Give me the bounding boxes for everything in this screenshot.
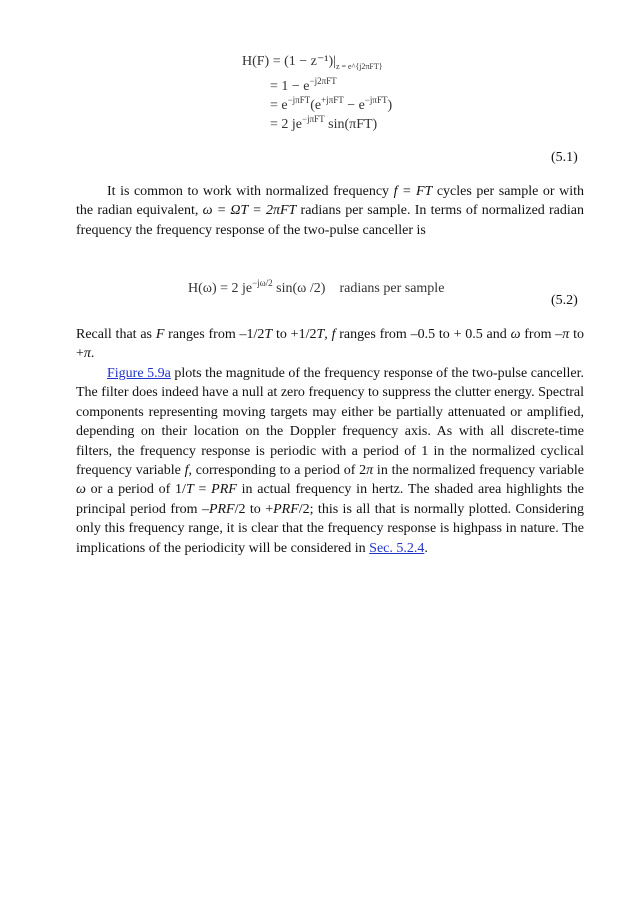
p2-pi2: π xyxy=(83,346,91,362)
eq-line-3-close: ) xyxy=(387,98,393,113)
equation-5-1-line-1 xyxy=(242,52,392,71)
figure-5-9a-link[interactable]: Figure 5.9a xyxy=(107,366,171,381)
p2-text-e: ranges from –0.5 to + 0.5 and xyxy=(335,327,511,342)
p2-pi1: π xyxy=(562,327,570,342)
equation-5-1-line-3 xyxy=(242,90,393,113)
p3-pi: π xyxy=(366,463,374,479)
p3-T: T xyxy=(185,482,194,498)
p3-text-b: , corresponding to a period of 2 xyxy=(188,463,367,479)
eq-line-4-exponent: −jπFT xyxy=(302,114,325,124)
p2-T2: T xyxy=(316,327,325,342)
p2-text-g: to + xyxy=(76,327,584,362)
p3-text-f: in actual frequency in hertz. The shaded area highlights the principal period from – xyxy=(76,482,584,517)
p1-text-b: cycles per sample or with the radian equivalent, xyxy=(76,184,585,219)
eq-line-3-exp-a: −jπFT xyxy=(287,95,311,105)
p3-omega: ω xyxy=(76,482,86,498)
section-5-2-4-link[interactable]: Sec. 5.2.4 xyxy=(369,540,425,556)
eq-line-3-rest: (e xyxy=(310,98,322,113)
eq2-unit: radians per sample xyxy=(339,281,445,296)
p3-PRF2: PRF xyxy=(208,501,235,517)
equation-5-1-line-4 xyxy=(242,109,392,132)
p1-text-a: It is common to work with normalized frequency xyxy=(107,184,394,199)
eq2-lhs: H(ω) = 2 je xyxy=(188,281,253,296)
equation-5-2-line xyxy=(188,273,445,296)
p2-T1: T xyxy=(264,327,273,342)
p2-text-d: , xyxy=(324,327,332,342)
p3-text-c: in the normalized frequency variable xyxy=(373,463,584,479)
p2-text-a: Recall that as xyxy=(76,327,156,342)
p3-PRF3: PRF xyxy=(273,501,299,517)
eq2-unit-gap xyxy=(325,281,339,296)
eq-line-3-text: = e xyxy=(270,98,288,113)
paragraph-normalized-frequency xyxy=(76,182,584,240)
equation-5-2-number: (5.2) xyxy=(551,293,578,308)
eq-line-4-rest: sin(πFT) xyxy=(324,117,378,132)
p2-omega: ω xyxy=(510,327,521,342)
p3-text-i: . xyxy=(424,540,428,556)
p1-f-eq: f = FT xyxy=(393,184,433,199)
eq-sub-eval: z = e^{j2πFT} xyxy=(335,62,383,71)
eq-line-3-exp-b: +jπFT xyxy=(321,95,344,105)
p3-text-g: /2 to + xyxy=(234,501,274,517)
p1-text-c: radians per sample. In terms of normalized radian frequency the frequency response of the two-pulse canceller is xyxy=(76,203,584,238)
eq-line-1-text: H(F) = (1 − z⁻¹)| xyxy=(242,54,336,69)
p2-text-f: from – xyxy=(520,327,563,342)
p2-f: f xyxy=(331,327,336,342)
eq-line-4-text: = 2 je xyxy=(270,117,302,132)
eq-line-3-mid: − e xyxy=(343,98,365,113)
p3-f: f xyxy=(184,463,189,479)
equation-5-1 xyxy=(242,52,393,132)
p3-text-a: plots the magnitude of the frequency response of the two-pulse canceller. The filter does indeed have a null at zero frequency to suppress the clutter energy. Spectral components representing moving targets may either be partially attenuated or amplified, depending on their location on the Doppler frequency axis. As with all discrete-time filters, the frequency response is periodic with a period of 1 in the normalized cyclical frequency variable xyxy=(76,366,584,479)
eq-line-2-text: = 1 − e xyxy=(270,79,310,94)
eq-line-3-exp-c: −jπFT xyxy=(364,95,388,105)
equation-5-1-line-2 xyxy=(242,71,392,94)
p3-text-e: = xyxy=(193,482,212,498)
eq2-rhs: sin(ω /2) xyxy=(272,281,326,296)
p2-text-h: . xyxy=(90,346,95,362)
eq-line-2-exponent: −j2πFT xyxy=(309,76,337,86)
p2-text-c: to +1/2 xyxy=(272,327,317,342)
paragraph-frequency-ranges xyxy=(76,325,584,364)
p2-F: F xyxy=(155,327,165,342)
p3-PRF1: PRF xyxy=(211,482,237,498)
equation-5-2 xyxy=(188,273,445,296)
paragraph-figure-discussion xyxy=(76,364,584,558)
p3-text-h: /2; this is all that is normally plotted. Considering only this frequency range, it is clear that the frequency response is highpass in nature. The implications of the periodicity will be considered in xyxy=(76,501,584,556)
eq2-exponent: −jω/2 xyxy=(252,278,273,288)
p1-omega-eq: ω = ΩT = 2πFT xyxy=(202,203,297,219)
equation-5-1-number: (5.1) xyxy=(551,150,578,165)
p2-text-b: ranges from –1/2 xyxy=(164,327,265,342)
p3-text-d: or a period of 1/ xyxy=(85,482,186,498)
